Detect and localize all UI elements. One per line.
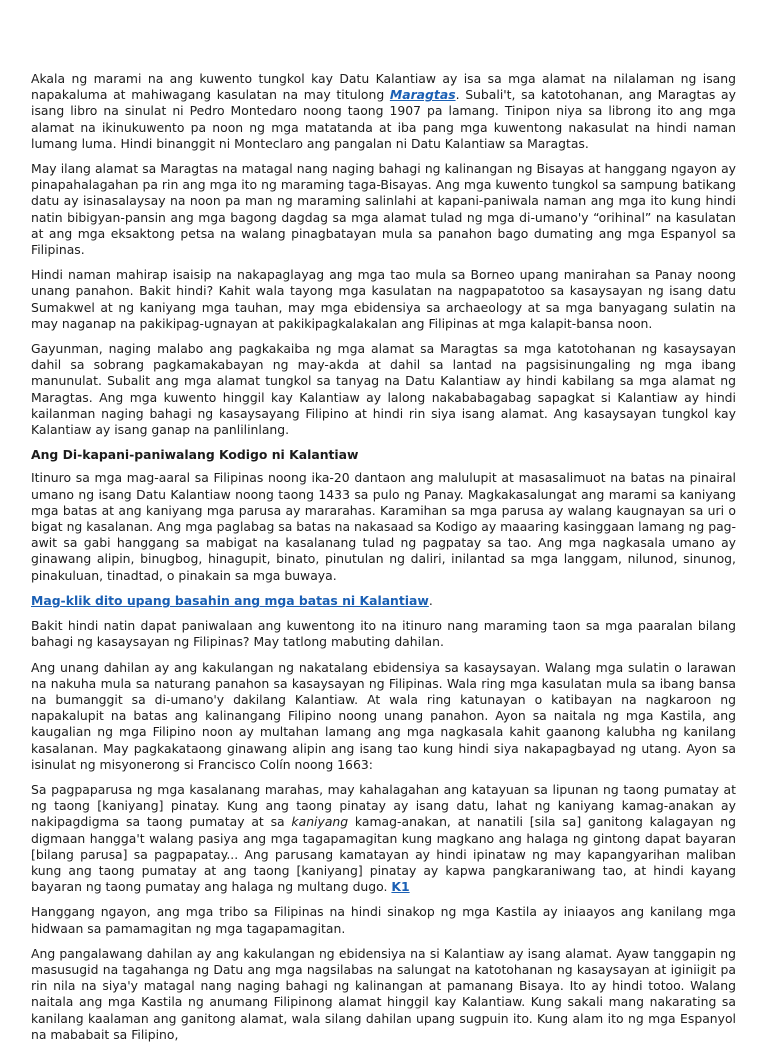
quote-emphasis: kaniyang [291,814,349,830]
paragraph-code-description: Itinuro sa mga mag-aaral sa Filipinas noong ika-20 dantaon ang malulupit at masasalimuot na batas na pinairal umano ng isang Datu Kalantiaw noong taong 1433 sa pulo ng Panay. Magkakasalungat ang marami sa kaniyang mga batas at ang kaniyang mga parusa ay mararahas. Karamihan sa mga parusa ay walang kaugnayan sa uri o bigat ng kasalanan. Ang mga paglabag sa batas na nakasaad sa Kodigo ay maaaring kasinggaan lamang ng pag-awit sa gabi hanggang sa mabigat na kasalanang tulad ng pagpatay sa tao. Ang mga nagkasala umano ay ginawang alipin, binugbog, hinagupit, binato, pinutulan ng daliri, inilantad sa mga langgam, nilunod, sinunog, pinakuluan, tinadtad, o pinakain sa mga buwaya. [31,470,736,583]
paragraph-text: . [428,592,433,608]
paragraph-maragtas-legends: May ilang alamat sa Maragtas na matagal nang naging bahagi ng kalinangan ng Bisayas at hanggang ngayon ay pinapahalagahan pa rin ang mga ito ng maraming taga-Bisayas. Ang mga kuwento tungkol sa sampung batikang datu ay isinasalaysay na noon pa man ng maraming salinlahi at kapani-paniwala naman ang mga ito kung hindi natin bibigyan-pansin ang mga bagong dagdag sa mga alamat tulad ng mga di-umano'y “orihinal” na kasulatan at ang mga eksaktong petsa na walang pinagbatayan mula sa panahon bago dumating ang mga Espanyol sa Filipinas. [31,161,736,258]
paragraph-first-reason: Ang unang dahilan ay ang kakulangan ng nakatalang ebidensiya sa kasaysayan. Walang mga sulatin o larawan na nakuha mula sa naturang panahon sa kasaysayan ng Filipinas. Wala ring mga kasulatan mula sa ibang bansa na bumanggit sa di-umano'y dakilang Kalantiaw. At wala ring katunayan o katibayan na nagkaroon ng napakalupit na batas ang kalinangang Filipino noong unang panahon. Ayon sa naitala ng mga Kastila, ang kaugalian ng mga Filipino noon ay multahan lamang ang mga nagkasala kahit gaanong kalubha ng kanilang kasalanan. May pagkakataong ginawang alipin ang isang tao kung hindi siya nakapagbayad ng utang. Ayon sa isinulat ng misyonerong si Francisco Colín noong 1663: [31,659,736,772]
colin-quote [31,782,736,895]
paragraph-tribes: Hanggang ngayon, ang mga tribo sa Filipinas na hindi sinakop ng mga Kastila ay iniaayos ang kanilang mga hidwaan sa pamamagitan ng mga tagapamagitan. [31,904,736,936]
paragraph-second-reason: Ang pangalawang dahilan ay ang kakulangan ng ebidensiya na si Kalantiaw ay isang alamat. Ayaw tanggapin ng masusugid na tagahanga ng Datu ang mga nagsilabas na salungat na katotohanan ng kasaysayan at iginiigit pa rin nila na siya'y matagal nang naging bahagi ng kalinangan at pamanang Bisaya. Ito ay hindi totoo. Walang naitala ang mga Kastila ng anumang Filipinong alamat hinggil kay Kalantiaw. Kung sakali mang nakarating sa kanilang kaalaman ang ganitong alamat, wala silang dahilan upang sugpuin ito. Kung alam ito ng mga Espanyol na mababait sa Filipino, [31,945,736,1042]
paragraph-text: Akala ng marami na ang kuwento tungkol kay Datu Kalantiaw ay isa sa mga alamat na nilalaman ng isang napakaluma at mahiwagang kasulatan na may titulong [31,71,736,103]
read-laws-link[interactable]: Mag-klik dito upang basahin ang mga batas ni Kalantiaw [31,592,429,608]
paragraph-intro [31,71,736,152]
quote-text: kamag-anakan, at nanatili [sila sa] ganitong kalagayan ng digmaan hangga't walang pasiya ang mga tagapamagitan kung magkano ang halaga ng gintong dapat bayaran [bilang parusa] sa pagpapatay... Ang parusang kamatayan ay hindi ipinataw ng may kapangyarihan maliban kung ang taong pumatay at ang taong [kaniyang] pinatay ay kapwa pangkaraniwang tao, at hindi kayang bayaran ng taong pumatay ang halaga ng multang dugo. [31,814,736,895]
quote-text: Sa pagpaparusa ng mga kasalanang marahas, may kahalagahan ang katayuan sa lipunan ng taong pumatay at ng taong [kaniyang] pinatay. Kung ang taong pinatay ay isang datu, lahat ng kaniyang kamag-anakan ay nakipagdigma sa taong pumatay at sa [31,781,736,830]
paragraph-borneo: Hindi naman mahirap isaisip na nakapaglayag ang mga tao mula sa Borneo upang manirahan sa Panay noong unang panahon. Bakit hindi? Kahit wala tayong mga kasulatan na nagpapatotoo sa kasaysayan ng isang datu Sumakwel at ng kaniyang mga tauhan, may mga ebidensiya sa archaeology at sa mga banyagang sulatin na may naganap na pakikipag-ugnayan at pakikipagkalakalan ang Filipinas at mga kalapit-bansa noon. [31,267,736,331]
paragraph-why-question: Bakit hindi natin dapat paniwalaan ang kuwentong ito na itinuro nang maraming taon sa mga paaralan bilang bahagi ng kasaysayan ng Filipinas? May tatlong mabuting dahilan. [31,618,736,650]
paragraph-laws-link [31,593,736,609]
maragtas-link[interactable]: Maragtas [389,87,456,103]
quote-paragraph [31,782,736,895]
footnote-k1-link[interactable]: K1 [391,879,410,895]
paragraph-text: . Subali't, sa katotohanan, ang Maragtas ay isang libro na sinulat ni Pedro Montedaro noong taong 1907 pa lamang. Tinipon niya sa librong ito ang mga alamat na ikinukuwento pa noon ng mga matatanda at iba pang mga kuwentong nakasulat na hindi naman lumang luma. Hindi binanggit ni Monteclaro ang pangalan ni Datu Kalantiaw sa Maragtas. [31,87,736,151]
paragraph-gayunman: Gayunman, naging malabo ang pagkakaiba ng mga alamat sa Maragtas sa mga katotohanan ng kasaysayan dahil sa sobrang pagkamakabayan ng may-akda at dahil sa lantad na pagsisinungaling ng mga ibang manunulat. Subalit ang mga alamat tungkol sa tanyag na Datu Kalantiaw ay hindi kabilang sa mga alamat ng Maragtas. Ang mga kuwento hinggil kay Kalantiaw ay lalong nakababagabag sapagkat si Kalantiaw ay hindi kailanman naging bahagi ng kasaysayang Filipino at hindi rin siya isang alamat. Ang kasaysayan tungkol kay Kalantiaw ay isang ganap na panlilinlang. [31,341,736,438]
section-heading: Ang Di-kapani-paniwalang Kodigo ni Kalantiaw [31,447,359,463]
